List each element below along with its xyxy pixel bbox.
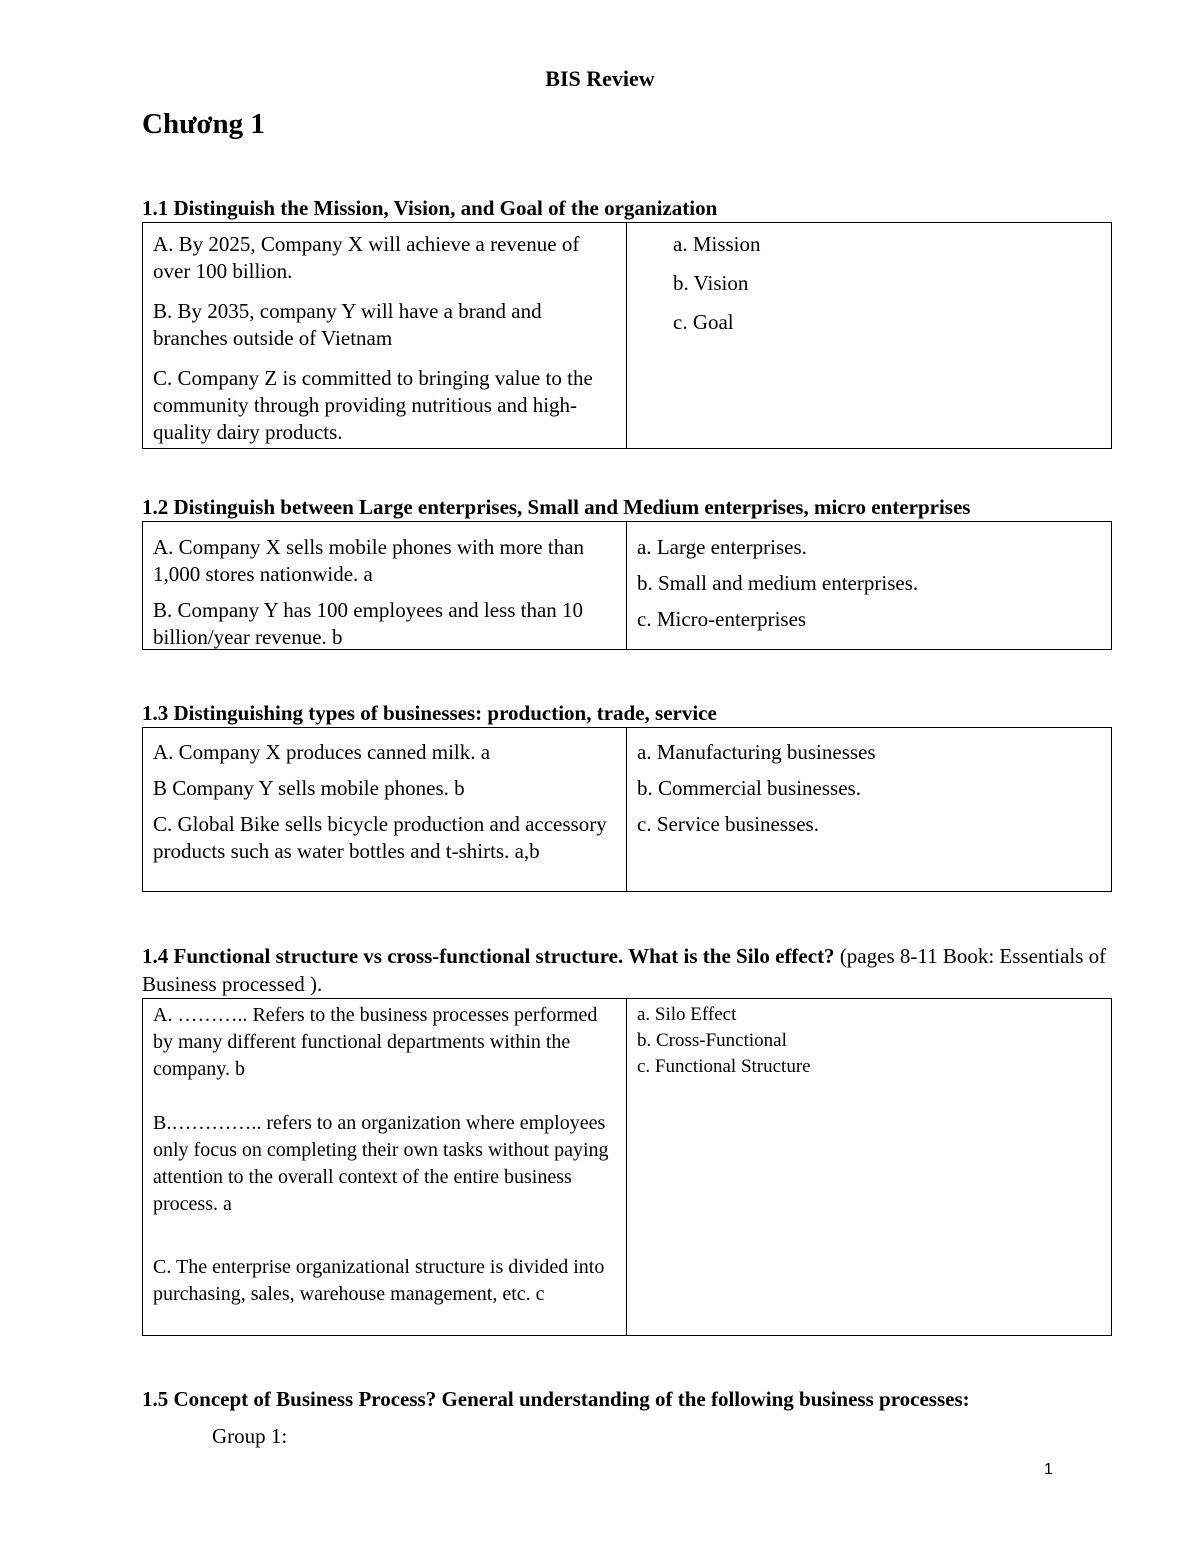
list-item: A. ……….. Refers to the business processes performed by many different functional departments within the company. b (153, 1004, 598, 1080)
matching-table-1-1 (142, 222, 1112, 449)
list-item: a. Mission (673, 232, 761, 256)
list-item: C. The enterprise organizational structure is divided into purchasing, sales, warehouse management, etc. c (153, 1256, 605, 1305)
list-item: c. Functional Structure (637, 1056, 811, 1077)
list-item: a. Large enterprises. (637, 535, 807, 559)
table-left-column (143, 728, 627, 891)
table-right-column (627, 223, 1111, 448)
list-item: B. By 2035, company Y will have a brand and branches outside of Vietnam (153, 299, 542, 350)
group-label: Group 1: (212, 1424, 288, 1448)
chapter-heading: Chương 1 (142, 108, 265, 140)
list-item: c. Service businesses. (637, 812, 819, 836)
list-item: B. Company Y has 100 employees and less than 10 billion/year revenue. b (153, 598, 584, 649)
list-item: a. Silo Effect (637, 1004, 737, 1025)
table-left-column (143, 223, 627, 448)
section-heading-1-4: 1.4 Functional structure vs cross-functional structure. What is the Silo effect? (pages 8-11 Book: Essentials of Business processed ). (142, 944, 1107, 996)
page-number: 1 (1044, 1461, 1053, 1478)
list-item: b. Small and medium enterprises. (637, 571, 919, 595)
matching-table-1-3 (142, 727, 1112, 892)
list-item: A. By 2025, Company X will achieve a revenue of over 100 billion. (153, 232, 580, 283)
list-item: b. Commercial businesses. (637, 776, 861, 800)
section-heading-1-2: 1.2 Distinguish between Large enterprises, Small and Medium enterprises, micro enterprises (142, 495, 971, 519)
table-right-column (627, 522, 1111, 649)
matching-table-1-4 (142, 998, 1112, 1336)
table-right-column (627, 999, 1111, 1335)
table-right-column (627, 728, 1111, 891)
section-heading-1-5: 1.5 Concept of Business Process? General understanding of the following business processes: (142, 1387, 970, 1411)
section-heading-note: (pages 8-11 Book: Essentials of Business processed ). (142, 944, 1107, 996)
list-item: C. Global Bike sells bicycle production and accessory products such as water bottles and t-shirts. a,b (153, 812, 607, 863)
matching-table-1-2 (142, 521, 1112, 650)
list-item: A. Company X produces canned milk. a (153, 740, 491, 764)
list-item: C. Company Z is committed to bringing value to the community through providing nutritious and high-quality dairy products. (153, 366, 593, 444)
list-item: B.………….. refers to an organization where employees only focus on completing their own tasks without paying attention to the overall context of the entire business process. a (153, 1112, 609, 1215)
document-title: BIS Review (545, 66, 655, 91)
table-left-column (143, 522, 627, 649)
list-item: b. Cross-Functional (637, 1030, 787, 1051)
list-item: c. Micro-enterprises (637, 607, 807, 631)
list-item: c. Goal (673, 310, 734, 334)
list-item: b. Vision (673, 271, 749, 295)
list-item: a. Manufacturing businesses (637, 740, 876, 764)
section-heading-1-3: 1.3 Distinguishing types of businesses: production, trade, service (142, 701, 717, 725)
section-heading-1-1: 1.1 Distinguish the Mission, Vision, and Goal of the organization (142, 196, 718, 220)
table-left-column (143, 999, 627, 1335)
list-item: A. Company X sells mobile phones with more than 1,000 stores nationwide. a (153, 535, 585, 586)
list-item: B Company Y sells mobile phones. b (153, 776, 465, 800)
